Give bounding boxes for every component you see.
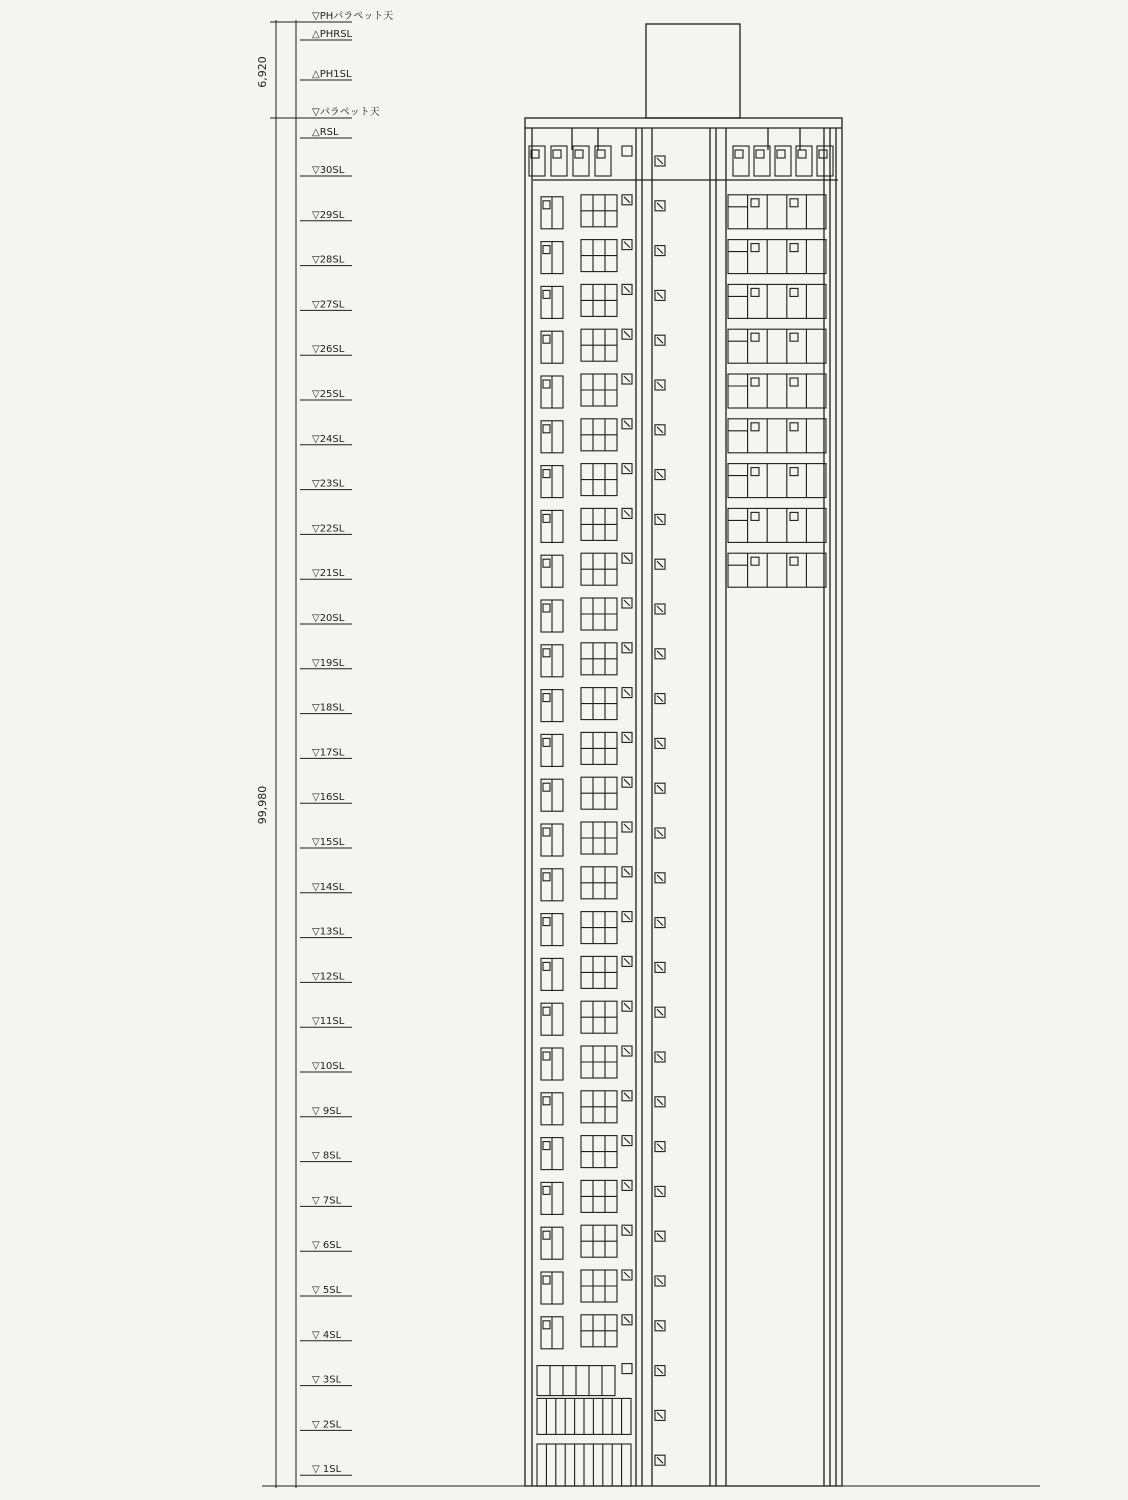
core-vent-mark	[657, 427, 663, 433]
window-detail	[751, 333, 759, 341]
level-label: ▽パラペット天	[312, 107, 380, 118]
window-detail	[756, 150, 764, 158]
core-vent-mark	[657, 382, 663, 388]
right-wing-window-band	[728, 195, 826, 229]
core-vent-mark	[657, 1412, 663, 1418]
level-label: ▽26SL	[312, 344, 345, 356]
level-label: ▽14SL	[312, 881, 345, 893]
vent-mark	[624, 1048, 630, 1054]
level-label: ▽ 5SL	[312, 1285, 342, 1296]
window-detail	[790, 423, 798, 431]
vent-mark	[624, 421, 630, 427]
window-detail	[597, 150, 605, 158]
core-vent-mark	[657, 203, 663, 209]
core-vent-mark	[657, 1009, 663, 1015]
window-detail	[751, 378, 759, 386]
window-detail	[751, 512, 759, 520]
core-vent-mark	[657, 651, 663, 657]
window-detail	[543, 738, 550, 746]
window-detail	[798, 150, 806, 158]
window-detail	[543, 1142, 550, 1150]
window-detail	[751, 244, 759, 252]
window-detail	[751, 199, 759, 207]
vent-mark	[624, 824, 630, 830]
level-label: ▽10SL	[312, 1061, 345, 1072]
window-detail	[543, 1321, 550, 1329]
core-vent-mark	[657, 561, 663, 567]
level-label: ▽21SL	[312, 568, 345, 580]
core-vent-mark	[657, 964, 663, 970]
vent-mark	[624, 1317, 630, 1323]
vent-mark	[624, 1003, 630, 1009]
core-vent-mark	[657, 1188, 663, 1194]
core-vent-mark	[657, 337, 663, 343]
window-detail	[790, 333, 798, 341]
window-detail	[751, 288, 759, 296]
vent-mark	[624, 690, 630, 696]
dimension-lines	[262, 20, 1040, 1488]
vent-mark	[624, 376, 630, 382]
vent-mark	[624, 645, 630, 651]
vent-mark	[624, 1093, 630, 1099]
level-label: ▽28SL	[312, 254, 345, 266]
window-detail	[819, 150, 827, 158]
core-vent-mark	[657, 1323, 663, 1329]
window-detail	[575, 150, 583, 158]
level-label: ▽22SL	[312, 523, 345, 535]
core-vent-mark	[657, 875, 663, 881]
core-vent-mark	[657, 830, 663, 836]
window-detail	[790, 244, 798, 252]
level-label: ▽17SL	[312, 747, 345, 759]
window-detail	[543, 783, 550, 791]
vent-mark	[624, 197, 630, 203]
level-label: ▽18SL	[312, 702, 345, 714]
right-wing-window-band	[728, 553, 826, 587]
level-label: ▽ 2SL	[312, 1419, 342, 1431]
level-label: ▽19SL	[312, 657, 345, 669]
core-vent-mark	[657, 516, 663, 522]
vent-mark	[624, 958, 630, 964]
window-detail	[543, 1276, 550, 1284]
vent-mark	[624, 1138, 630, 1144]
window-detail	[735, 150, 743, 158]
level-label: ▽23SL	[312, 478, 345, 490]
window-detail	[543, 470, 550, 478]
overall-height-dimension: 99,980	[256, 785, 269, 825]
window-detail	[543, 828, 550, 836]
core-vent-mark	[657, 292, 663, 298]
vent-mark	[624, 600, 630, 606]
level-label: ▽29SL	[312, 209, 345, 221]
core-vent-mark	[657, 1278, 663, 1284]
core-vent-mark	[657, 158, 663, 164]
vent-window	[622, 1364, 632, 1374]
window-detail	[543, 425, 550, 433]
level-label: ▽11SL	[312, 1016, 345, 1028]
level-label: ▽ 1SL	[312, 1464, 342, 1476]
window-detail	[543, 201, 550, 209]
core-vent-mark	[657, 920, 663, 926]
level-label: ▽ 7SL	[312, 1195, 342, 1207]
window-detail	[553, 150, 561, 158]
level-labels	[312, 10, 393, 1475]
window-detail	[543, 559, 550, 567]
window-detail	[543, 1231, 550, 1239]
window-detail	[790, 557, 798, 565]
vent-mark	[624, 466, 630, 472]
level-label: ▽13SL	[312, 926, 345, 938]
window-detail	[790, 199, 798, 207]
window-detail	[543, 1186, 550, 1194]
core-vent-mark	[657, 696, 663, 702]
right-wing-window-band	[728, 464, 826, 498]
right-wing-window-band	[728, 508, 826, 542]
window-detail	[790, 468, 798, 476]
window-detail	[543, 694, 550, 702]
vent-mark	[624, 242, 630, 248]
level-label: ▽ 3SL	[312, 1374, 342, 1386]
level-label: ▽ 8SL	[312, 1150, 342, 1162]
window-detail	[777, 150, 785, 158]
vent-mark	[624, 1272, 630, 1278]
core-vent-mark	[657, 248, 663, 254]
window-detail	[751, 468, 759, 476]
right-wing-window-band	[728, 374, 826, 408]
level-label: ▽ 9SL	[312, 1105, 342, 1117]
window-detail	[543, 514, 550, 522]
core-vent-mark	[657, 1368, 663, 1374]
core-vent-mark	[657, 740, 663, 746]
core-vent-mark	[657, 1233, 663, 1239]
vent-mark	[624, 779, 630, 785]
level-label: ▽PHパラペット天	[312, 11, 394, 22]
core-vent-mark	[657, 1054, 663, 1060]
penthouse-outline	[646, 24, 740, 118]
window-detail	[543, 873, 550, 881]
window-detail	[543, 962, 550, 970]
level-label: ▽15SL	[312, 837, 345, 848]
level-label: ▽20SL	[312, 613, 345, 624]
level-label: ▽ 4SL	[312, 1329, 342, 1341]
level-label: ▽24SL	[312, 433, 345, 445]
vent-mark	[624, 914, 630, 920]
core-vent-mark	[657, 785, 663, 791]
upper-height-dimension: 6,920	[256, 56, 269, 88]
window-detail	[751, 557, 759, 565]
level-label: ▽25SL	[312, 389, 345, 400]
level-label: ▽27SL	[312, 299, 345, 311]
level-label: △RSL	[312, 127, 339, 138]
vent-mark	[624, 869, 630, 875]
vent-mark	[624, 286, 630, 292]
window-detail	[543, 246, 550, 254]
right-wing-window-band	[728, 240, 826, 274]
core-vent-mark	[657, 1144, 663, 1150]
vent-mark	[624, 331, 630, 337]
window-detail	[790, 288, 798, 296]
core-vent-mark	[657, 1457, 663, 1463]
window-detail	[543, 918, 550, 926]
level-label: ▽30SL	[312, 165, 345, 176]
window-detail	[543, 604, 550, 612]
vent-mark	[624, 1227, 630, 1233]
core-vent-mark	[657, 606, 663, 612]
vent-window	[622, 146, 632, 156]
vent-mark	[624, 734, 630, 740]
level-label: △PHRSL	[312, 29, 353, 40]
window-detail	[543, 290, 550, 298]
window-detail	[543, 380, 550, 388]
vent-mark	[624, 1182, 630, 1188]
right-wing-window-band	[728, 329, 826, 363]
vent-mark	[624, 510, 630, 516]
level-label: ▽ 6SL	[312, 1240, 342, 1252]
core-vent-mark	[657, 472, 663, 478]
level-label: ▽12SL	[312, 971, 345, 983]
window-detail	[543, 649, 550, 657]
right-wing-window-band	[728, 419, 826, 453]
level-label: △PH1SL	[312, 69, 352, 80]
tower-outline	[525, 118, 842, 1486]
window-detail	[543, 335, 550, 343]
window-detail	[543, 1052, 550, 1060]
window-detail	[543, 1007, 550, 1015]
right-wing-window-band	[728, 284, 826, 318]
core-vent-mark	[657, 1099, 663, 1105]
window-detail	[790, 378, 798, 386]
window-detail	[751, 423, 759, 431]
window-detail	[790, 512, 798, 520]
window-grid	[529, 146, 833, 1486]
window-detail	[543, 1097, 550, 1105]
vent-mark	[624, 555, 630, 561]
level-label: ▽16SL	[312, 792, 345, 804]
